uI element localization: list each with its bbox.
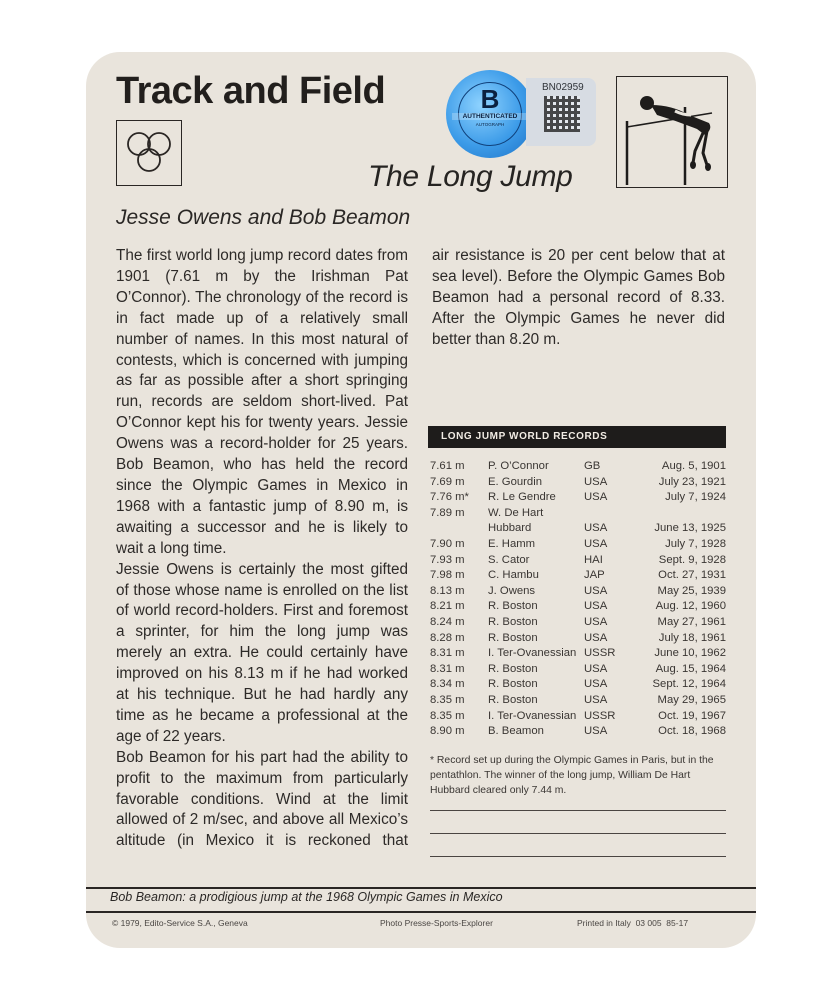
paragraph: air resistance is 20 per cent below that at sea level). Before the Olympic Games Bob Beamon had a personal record of 8.33. After the Olympic Games he never did better than 8.20 m. [432, 247, 725, 348]
record-athlete: J. Owens [488, 584, 536, 597]
table-row [430, 615, 726, 631]
print-info: Printed in Italy 03 005 85-17 [577, 918, 689, 928]
body-text-right [432, 246, 725, 351]
record-mark: 8.90 m [430, 725, 465, 738]
record-nation: USA [584, 491, 608, 504]
olympic-rings-icon [116, 120, 182, 186]
record-nation: USA [584, 693, 608, 706]
record-athlete: S. Cator [488, 553, 530, 566]
copyright: © 1979, Edito-Service S.A., Geneva [112, 918, 248, 928]
record-nation: USA [584, 678, 608, 691]
card-title: The Long Jump [368, 160, 573, 193]
body-text-left [116, 246, 408, 852]
table-row [430, 553, 726, 569]
record-athlete: I. Ter-Ovanessian [488, 709, 577, 722]
record-date: June 13, 1925 [654, 522, 726, 535]
table-row [430, 584, 726, 600]
record-date: July 7, 1928 [665, 537, 726, 550]
record-mark: 8.35 m [430, 709, 465, 722]
record-mark: 7.69 m [430, 475, 465, 488]
record-date: July 23, 1921 [658, 475, 726, 488]
record-nation: USA [584, 631, 608, 644]
record-mark: 8.31 m [430, 647, 465, 660]
table-row [430, 521, 726, 537]
table-row [430, 631, 726, 647]
table-row [430, 490, 726, 506]
records-footnote: * Record set up during the Olympic Games in Paris, but in the pentathlon. The winner of the long jump, William De Hart Hubbard cleared only 7.44 m. [430, 755, 714, 796]
record-nation: USA [584, 584, 608, 597]
card-subtitle: Jesse Owens and Bob Beamon [116, 206, 411, 229]
record-nation: USA [584, 662, 608, 675]
qr-code-icon[interactable] [544, 96, 580, 132]
caption-divider-bottom [86, 911, 756, 913]
record-athlete: E. Gourdin [488, 475, 543, 488]
record-athlete: E. Hamm [488, 537, 536, 550]
record-mark: 8.24 m [430, 615, 465, 628]
record-mark [430, 521, 488, 537]
photo-credit: Photo Presse-Sports-Explorer [380, 918, 493, 928]
table-row [430, 475, 726, 491]
record-mark: 8.35 m [430, 693, 465, 706]
record-mark: 8.28 m [430, 631, 465, 644]
record-athlete: R. Boston [488, 631, 538, 644]
record-date: May 25, 1939 [657, 584, 726, 597]
record-athlete: R. Boston [488, 662, 538, 675]
record-athlete: B. Beamon [488, 725, 544, 738]
record-athlete: Hubbard [488, 522, 532, 535]
table-row [430, 662, 726, 678]
paragraph: Jessie Owens is certainly the most gifted of those whose name is enrolled on the list of world record-holders. First and foremost a sprinter, for him the long jump was merely an extra. He could certainly have improved on his 8.13 m if he had worked at his technique. But he had hardly any time as he became a professional at the age of 22 years. [116, 560, 408, 745]
record-mark: 8.34 m [430, 678, 465, 691]
blank-line [430, 856, 726, 857]
badge-text: AUTHENTICATED [452, 113, 528, 120]
table-row [430, 646, 726, 662]
record-date: July 18, 1961 [658, 631, 726, 644]
record-athlete: P. O’Connor [488, 460, 549, 472]
record-date: Oct. 19, 1967 [658, 709, 726, 722]
record-mark: 8.13 m [430, 584, 465, 597]
record-date: May 27, 1961 [657, 615, 726, 628]
record-nation: JAP [584, 569, 605, 582]
badge-subtext: AUTOGRAPH [475, 122, 505, 127]
records-table-title: LONG JUMP WORLD RECORDS [428, 426, 726, 448]
table-row [430, 537, 726, 553]
record-nation: USA [584, 615, 608, 628]
serial-number: BN02959 [542, 82, 584, 93]
table-row [430, 709, 726, 725]
record-date: Oct. 18, 1968 [658, 725, 726, 738]
blank-line [430, 810, 726, 811]
paragraph: The first world long jump record dates from 1901 (7.61 m by the Irishman Pat O’Connor). The chronology of the record is in fact made up of a relatively small number of names. In this most natural of contests, which is concerned with jumping as far as possible after a short springing run, records are seldom short-lived. Pat O’Connor kept his for twenty years. Jessie Owens was a record-holder for 25 years. Bob Beamon, who has held the record since the Olympic Games in Mexico in 1968 with a fantastic jump of 8.90 m, is awaiting a successor and he is likely to wait a long time. [116, 247, 408, 557]
caption-divider-top [86, 887, 756, 889]
record-athlete: C. Hambu [488, 569, 539, 582]
photo-caption: Bob Beamon: a prodigious jump at the 1968 Olympic Games in Mexico [110, 890, 503, 904]
record-date: Oct. 27, 1931 [658, 569, 726, 582]
serial-label [526, 78, 596, 146]
table-row [430, 568, 726, 584]
table-row [430, 599, 726, 615]
record-date: Aug. 12, 1960 [655, 600, 726, 613]
table-row [430, 677, 726, 693]
record-nation: USSR [584, 709, 616, 722]
record-date [622, 506, 726, 522]
category-title: Track and Field [116, 70, 386, 112]
record-nation: USA [584, 725, 608, 738]
record-date: Aug. 5, 1901 [661, 460, 726, 472]
record-nation: GB [584, 460, 601, 472]
high-jumper-icon [616, 76, 728, 188]
record-nation: USA [584, 522, 608, 535]
record-date: May 29, 1965 [657, 693, 726, 706]
record-date: June 10, 1962 [654, 647, 726, 660]
trading-card [86, 52, 756, 948]
record-mark: 8.31 m [430, 662, 465, 675]
record-mark: 7.76 m* [430, 491, 469, 504]
record-date: Sept. 9, 1928 [658, 553, 726, 566]
records-table [430, 459, 726, 740]
record-athlete: R. Boston [488, 600, 538, 613]
record-mark: 8.21 m [430, 600, 465, 613]
record-athlete: R. Le Gendre [488, 491, 556, 504]
authentication-hologram-icon [446, 70, 534, 158]
record-nation: USA [584, 537, 608, 550]
record-athlete: I. Ter-Ovanessian [488, 647, 577, 660]
record-mark: 7.89 m [430, 506, 465, 519]
badge-letter: B [480, 84, 500, 114]
record-mark: 7.90 m [430, 537, 465, 550]
record-athlete: R. Boston [488, 678, 538, 691]
record-athlete: R. Boston [488, 693, 538, 706]
record-nation: USA [584, 600, 608, 613]
record-athlete: R. Boston [488, 615, 538, 628]
table-row [430, 459, 726, 475]
table-row [430, 724, 726, 740]
record-nation: HAI [584, 553, 603, 566]
record-athlete: W. De Hart [488, 506, 544, 519]
record-date: July 7, 1924 [665, 491, 726, 504]
record-mark: 7.98 m [430, 569, 465, 582]
record-nation [584, 506, 622, 522]
record-date: Sept. 12, 1964 [652, 678, 726, 691]
paragraph: Bob Beamon for his part had the ability to profit to the maximum from particularly favorable conditions. Wind at the limit allowed of 2 m/sec, and above all Mexico’s altitude (in Mexico it is reckoned that [116, 748, 408, 850]
blank-line [430, 833, 726, 834]
record-mark: 7.93 m [430, 553, 465, 566]
table-row [430, 506, 726, 522]
record-nation: USSR [584, 647, 616, 660]
record-date: Aug. 15, 1964 [655, 662, 726, 675]
record-mark: 7.61 m [430, 460, 465, 472]
record-nation: USA [584, 475, 608, 488]
table-row [430, 693, 726, 709]
